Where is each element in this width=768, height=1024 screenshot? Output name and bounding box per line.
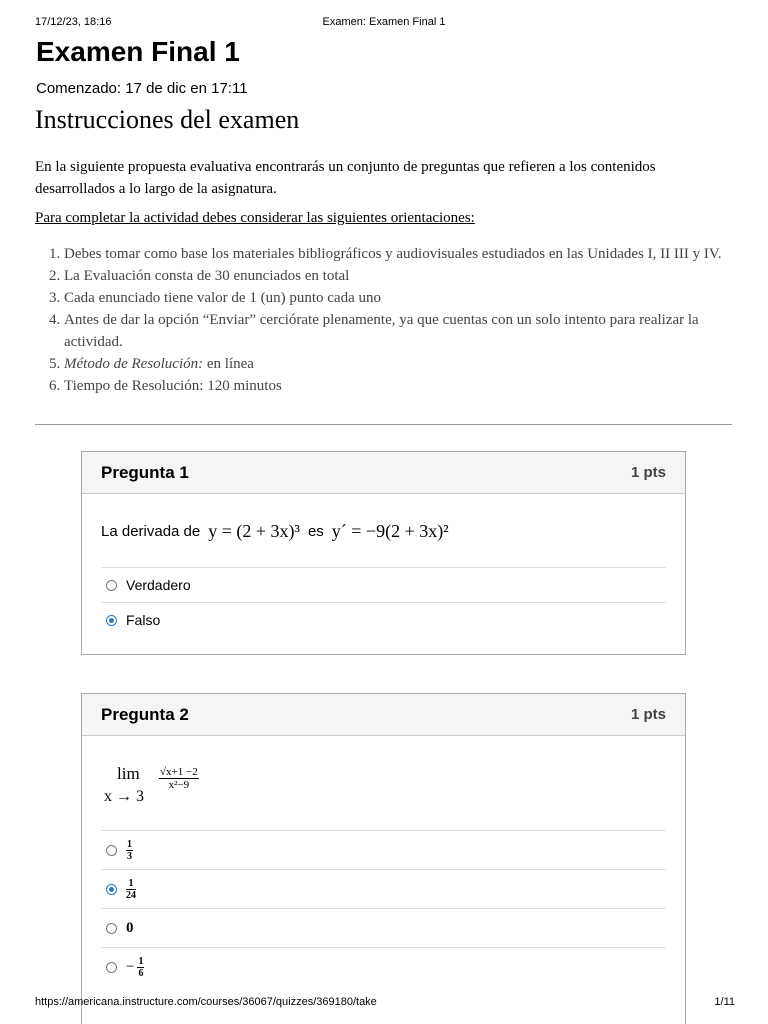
page-url: https://americana.instructure.com/courses/36067/quizzes/369180/take (35, 996, 377, 1008)
rules-list (35, 243, 758, 397)
answer-sign: − (126, 958, 135, 975)
limit-fraction (159, 766, 199, 791)
instructions-intro: En la siguiente propuesta evaluativa encontrarás un conjunto de preguntas que refieren a los contenidos desarrollados a lo largo de la asignatura. (35, 159, 656, 197)
rule-item: 4. Antes de dar la opción “Enviar” cerciórate plenamente, ya que cuentas con un solo intento para realizar la actividad. (64, 309, 758, 353)
divider (35, 424, 732, 425)
print-title: Examen: Examen Final 1 (322, 16, 446, 28)
rule-label: Método de Resolución: (64, 356, 204, 372)
question-header (82, 452, 685, 494)
page-number: 1/11 (714, 996, 735, 1008)
fraction-numerator: 1 (138, 955, 144, 967)
radio-button[interactable] (106, 845, 117, 856)
fraction-numerator: 1 (126, 878, 136, 890)
radio-button[interactable] (106, 923, 117, 934)
fraction-denominator: x²−9 (168, 779, 190, 791)
answer-option[interactable] (101, 831, 666, 870)
question-header (82, 694, 685, 736)
answer-option[interactable] (101, 948, 666, 986)
started-time: Comenzado: 17 de dic en 17:11 (36, 80, 248, 97)
answer-option[interactable] (101, 909, 666, 948)
print-header (35, 16, 733, 30)
math-expression: y´ = −9(2 + 3x)² (331, 521, 449, 541)
answer-label: Verdadero (126, 577, 191, 593)
fraction-denominator: 24 (126, 889, 136, 901)
orientations-label: Para completar la actividad debes considerar las siguientes orientaciones: (35, 210, 475, 226)
limit-subscript: x → 3 (104, 788, 144, 805)
answer-fraction (137, 956, 144, 979)
question-points: 1 pts (630, 464, 666, 481)
fraction-numerator: √x+1 −2 (160, 766, 198, 778)
question-text (101, 494, 666, 567)
limit-operator: lim (117, 764, 140, 783)
answers-list (101, 830, 666, 986)
answer-option[interactable] (101, 603, 666, 637)
page-title: Examen Final 1 (36, 36, 240, 67)
answer-value: 0 (126, 919, 134, 936)
print-date: 17/12/23, 18:16 (35, 16, 112, 28)
question-text (101, 736, 666, 830)
question-name: Pregunta 1 (101, 463, 189, 482)
fraction-denominator: 6 (138, 967, 144, 979)
question-body (82, 494, 685, 637)
question-name: Pregunta 2 (101, 705, 189, 724)
question-points: 1 pts (630, 706, 666, 723)
radio-button[interactable] (106, 962, 117, 973)
question-2 (81, 693, 686, 1024)
rule-item (64, 353, 758, 375)
radio-button[interactable] (106, 580, 117, 591)
fraction-numerator: 1 (127, 838, 132, 850)
question-body (82, 736, 685, 986)
instructions-title: Instrucciones del examen (35, 105, 300, 134)
radio-button[interactable] (106, 615, 117, 626)
answer-label: Falso (126, 612, 161, 628)
rule-item: 1. Debes tomar como base los materiales bibliográficos y audiovisuales estudiados en las Unidades I, II III y IV. (64, 243, 758, 265)
question-1 (81, 451, 686, 655)
rule-item: 3. Cada enunciado tiene valor de 1 (un) punto cada uno (64, 287, 758, 309)
rule-item: 2. La Evaluación consta de 30 enunciados en total (64, 265, 758, 287)
answer-fraction (126, 839, 133, 862)
radio-button[interactable] (106, 884, 117, 895)
question-text-mid: es (307, 523, 324, 540)
fraction-denominator: 3 (127, 850, 132, 862)
math-expression: y = (2 + 3x)³ (208, 521, 300, 541)
answer-fraction (126, 878, 136, 901)
answer-option[interactable] (101, 568, 666, 603)
rule-item: 6. Tiempo de Resolución: 120 minutos (64, 375, 758, 397)
answer-option[interactable] (101, 870, 666, 909)
rule-value: en línea (203, 356, 254, 372)
print-footer (35, 996, 735, 1010)
answers-list (101, 567, 666, 637)
question-text-before: La derivada de (101, 523, 201, 540)
